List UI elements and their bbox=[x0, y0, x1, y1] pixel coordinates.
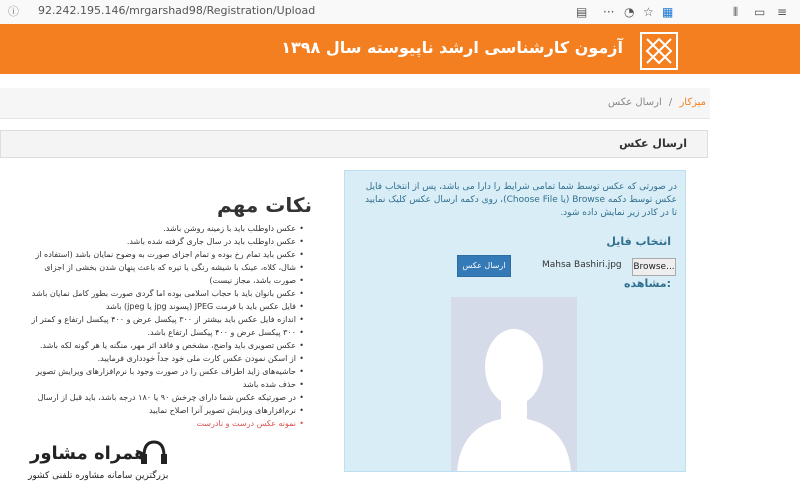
tip-item: • در صورتیکه عکس شما دارای چرخش ۹۰ یا ۱۸۰ درجه باشد، باید قبل از ارسال bbox=[0, 391, 304, 404]
tip-item: • ۳۰۰ پیکسل عرض و ۴۰۰ پیکسل ارتفاع باشد. bbox=[0, 326, 304, 339]
preview-label: مشاهده: bbox=[623, 277, 671, 290]
tip-item: • حاشیه‌های زاید اطراف عکس را در صورت وجود با نرم‌افزارهای ویرایش تصویر bbox=[0, 365, 304, 378]
address-bar[interactable]: 92.242.195.146/mrgarshad98/Registration/Upload bbox=[38, 4, 316, 17]
reader-view-icon[interactable]: ▤ bbox=[576, 5, 588, 19]
tip-item: • حذف شده باشد bbox=[0, 378, 304, 391]
info-icon[interactable]: ⓘ bbox=[8, 5, 19, 18]
more-icon[interactable]: ··· bbox=[603, 5, 615, 19]
browser-toolbar bbox=[0, 0, 800, 25]
breadcrumb-separator: / bbox=[668, 97, 673, 108]
site-header bbox=[0, 24, 800, 74]
site-title: آزمون کارشناسی ارشد ناپیوسته سال ۱۳۹۸ bbox=[281, 38, 623, 57]
logo-icon bbox=[642, 34, 676, 68]
panel-title: ارسال عکس bbox=[619, 137, 687, 150]
browse-button[interactable]: Browse... bbox=[632, 258, 676, 276]
star-icon[interactable]: ☆ bbox=[643, 5, 654, 19]
tips-title: نکات مهم bbox=[217, 193, 312, 217]
sample-photos-link[interactable]: • نمونه عکس درست و نادرست bbox=[0, 417, 304, 430]
tip-item: • عکس داوطلب باید با زمینه روشن باشد. bbox=[0, 222, 304, 235]
tips-list bbox=[0, 222, 304, 430]
watermark-tagline: بزرگترین سامانه مشاوره تلفنی کشور bbox=[28, 471, 169, 481]
tip-item: • شال، کلاه، عینک با شیشه رنگی یا تیره که باعث پنهان شدن بخشی از اجزای bbox=[0, 261, 304, 274]
selected-file-name: Mahsa Bashiri.jpg bbox=[542, 260, 622, 270]
breadcrumb-trail bbox=[608, 97, 706, 108]
tip-item: • صورت باشد، مجاز نیست) bbox=[0, 274, 304, 287]
tip-item: • نرم‌افزارهای ویرایش تصویر آنرا اصلاح نمایید bbox=[0, 404, 304, 417]
tip-item: • اندازه فایل عکس باید بیشتر از ۳۰۰ پیکسل عرض و ۴۰۰ پیکسل ارتفاع و کمتر از bbox=[0, 313, 304, 326]
windows-icon[interactable]: ▦ bbox=[662, 5, 674, 19]
upload-instructions: در صورتی که عکس توسط شما تمامی شرایط را دارا می باشد، پس از انتخاب فایل عکس توسط دکمه Browse (یا Choose File)، روی دکمه ارسال عکس کلیک نمایید تا در کادر زیر نمایش داده شود. bbox=[365, 182, 677, 218]
send-photo-button[interactable]: ارسال عکس bbox=[457, 255, 511, 277]
tip-item: • عکس تصویری باید واضح، مشخص و فاقد اثر مهر، منگنه یا هر گونه لکه باشد. bbox=[0, 339, 304, 352]
menu-icon[interactable]: ≡ bbox=[777, 5, 788, 19]
tip-item: • عکس داوطلب باید در سال جاری گرفته شده باشد. bbox=[0, 235, 304, 248]
tip-item: • عکس باید تمام رخ بوده و تمام اجزای صورت به وضوح نمایان باشد (استفاده از bbox=[0, 248, 304, 261]
photo-preview bbox=[451, 297, 577, 471]
avatar-placeholder-icon bbox=[451, 297, 577, 471]
tip-item: • فایل عکس باید با فرمت JPEG (پسوند jpg یا jpeg) باشد bbox=[0, 300, 304, 313]
tip-item: • از اسکن نمودن عکس کارت ملی خود جداً خودداری فرمایید. bbox=[0, 352, 304, 365]
site-logo[interactable] bbox=[640, 32, 678, 70]
library-icon[interactable]: ⫴ bbox=[733, 5, 739, 19]
watermark-brand: همراه مشاور bbox=[30, 443, 147, 464]
breadcrumb-current: ارسال عکس bbox=[608, 97, 662, 108]
breadcrumb-home[interactable]: میزکار bbox=[679, 97, 706, 108]
file-select-label: انتخاب فایل bbox=[606, 235, 671, 248]
tip-item: • عکس بانوان باید با حجاب اسلامی بوده اما گردی صورت بطور کامل نمایان باشد bbox=[0, 287, 304, 300]
pocket-icon[interactable]: ◔ bbox=[624, 5, 635, 19]
upload-box bbox=[344, 170, 686, 472]
breadcrumb bbox=[0, 88, 710, 119]
sidebar-icon[interactable]: ▭ bbox=[754, 5, 766, 19]
panel-header bbox=[0, 130, 708, 158]
